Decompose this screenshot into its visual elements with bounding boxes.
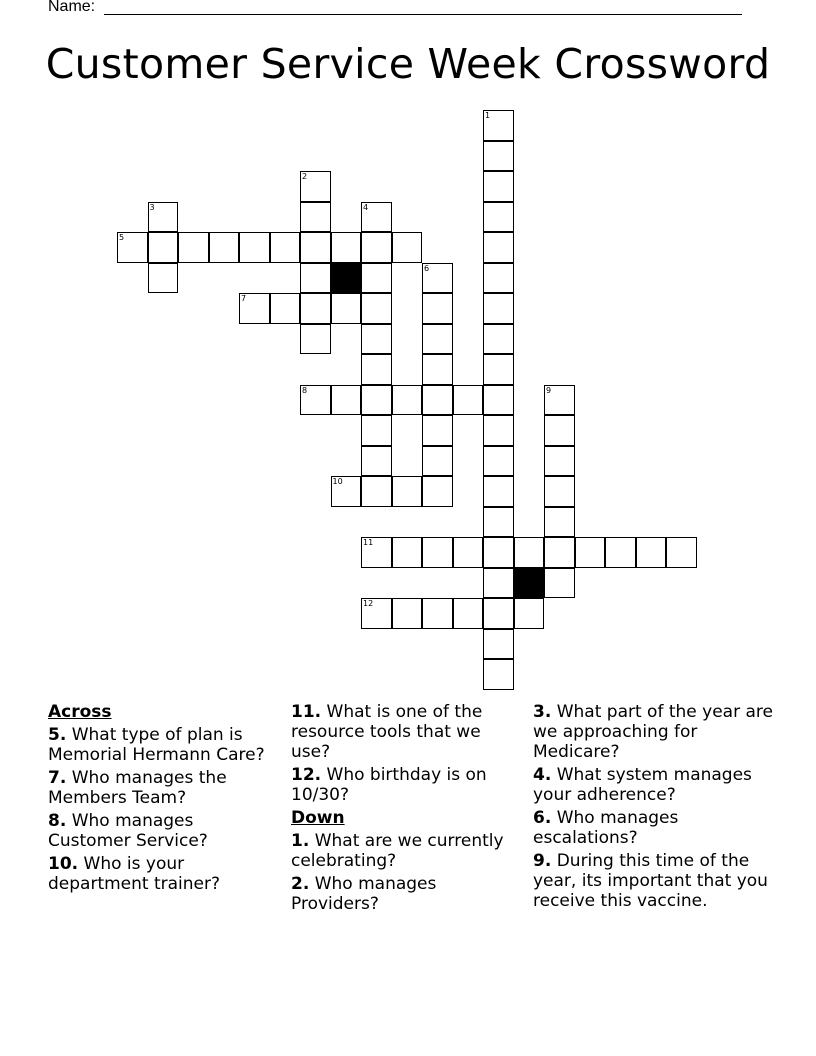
grid-cell[interactable] <box>483 659 514 690</box>
grid-cell[interactable] <box>483 293 514 324</box>
grid-cell[interactable] <box>178 232 209 263</box>
clue-text: Who manages Customer Service? <box>48 811 208 851</box>
grid-cell[interactable] <box>270 232 301 263</box>
clue-across-7 <box>48 768 280 808</box>
cell-number: 11 <box>363 538 374 547</box>
clue-text: Who birthday is on 10/30? <box>291 765 487 805</box>
clue-across-12 <box>291 765 521 805</box>
page-title: Customer Service Week Crossword <box>45 40 771 88</box>
grid-cell[interactable] <box>453 537 484 568</box>
grid-cell[interactable] <box>422 537 453 568</box>
grid-cell[interactable] <box>422 354 453 385</box>
cell-number: 3 <box>149 202 155 212</box>
grid-cell[interactable] <box>300 263 331 294</box>
clue-text: What type of plan is Memorial Hermann Care? <box>48 725 265 765</box>
clue-number: 7. <box>48 768 67 788</box>
cell-number: 2 <box>302 172 308 181</box>
grid-block <box>514 568 545 599</box>
grid-cell[interactable] <box>544 568 575 599</box>
clue-text: Who manages the Members Team? <box>48 768 227 808</box>
grid-cell[interactable] <box>361 476 392 507</box>
grid-cell[interactable] <box>514 598 545 629</box>
grid-cell[interactable] <box>422 598 453 629</box>
grid-cell[interactable] <box>361 232 392 263</box>
grid-cell[interactable] <box>270 293 301 324</box>
grid-cell[interactable] <box>483 141 514 172</box>
across-heading: Across <box>48 702 112 722</box>
grid-cell[interactable] <box>331 293 362 324</box>
grid-cell[interactable] <box>148 263 179 294</box>
clue-number: 12. <box>291 765 322 785</box>
clue-column-3 <box>533 702 773 914</box>
grid-cell[interactable] <box>483 354 514 385</box>
grid-cell[interactable] <box>300 293 331 324</box>
grid-cell[interactable] <box>392 385 423 416</box>
grid-cell[interactable] <box>422 476 453 507</box>
grid-cell[interactable] <box>331 232 362 263</box>
grid-cell[interactable] <box>544 415 575 446</box>
grid-cell[interactable] <box>300 202 331 233</box>
cell-number: 4 <box>363 202 369 212</box>
clue-number: 11. <box>291 702 322 722</box>
clue-down-2 <box>291 874 521 914</box>
grid-cell[interactable] <box>422 415 453 446</box>
grid-cell[interactable] <box>575 537 606 568</box>
grid-cell[interactable] <box>361 537 392 568</box>
clue-number: 5. <box>48 725 67 745</box>
grid-cell[interactable] <box>453 598 484 629</box>
clue-across-11 <box>291 702 521 762</box>
grid-cell[interactable] <box>392 537 423 568</box>
clue-number: 10. <box>48 854 79 874</box>
cell-number: 10 <box>332 477 343 486</box>
grid-cell[interactable] <box>331 385 362 416</box>
clue-text: Who is your department trainer? <box>48 854 221 894</box>
grid-cell[interactable] <box>483 415 514 446</box>
clue-across-8 <box>48 811 280 851</box>
clue-text: What system manages your adherence? <box>533 765 752 805</box>
grid-cell[interactable] <box>422 385 453 416</box>
grid-cell[interactable] <box>544 385 575 416</box>
grid-cell[interactable] <box>605 537 636 568</box>
cell-number: 8 <box>302 385 308 395</box>
name-label: Name: <box>48 0 96 15</box>
grid-cell[interactable] <box>483 385 514 416</box>
grid-cell[interactable] <box>392 598 423 629</box>
grid-cell[interactable] <box>483 232 514 263</box>
grid-cell[interactable] <box>544 476 575 507</box>
grid-cell[interactable] <box>422 324 453 355</box>
grid-cell[interactable] <box>361 324 392 355</box>
cell-number: 6 <box>424 263 430 273</box>
clue-down-4 <box>533 765 773 805</box>
clue-text: What is one of the resource tools that we use? <box>291 702 483 762</box>
cell-number: 7 <box>241 294 247 303</box>
down-heading: Down <box>291 808 345 828</box>
grid-cell[interactable] <box>483 202 514 233</box>
grid-cell[interactable] <box>483 537 514 568</box>
grid-cell[interactable] <box>392 476 423 507</box>
grid-cell[interactable] <box>483 598 514 629</box>
cell-number: 9 <box>546 385 552 395</box>
grid-cell[interactable] <box>483 446 514 477</box>
grid-cell[interactable] <box>636 537 667 568</box>
grid-cell[interactable] <box>483 324 514 355</box>
grid-cell[interactable] <box>331 476 362 507</box>
grid-cell[interactable] <box>392 232 423 263</box>
clue-down-9 <box>533 851 773 911</box>
clue-number: 9. <box>533 851 552 871</box>
clue-number: 3. <box>533 702 552 722</box>
cell-number: 1 <box>485 111 491 120</box>
grid-cell[interactable] <box>361 446 392 477</box>
grid-cell[interactable] <box>453 385 484 416</box>
grid-cell[interactable] <box>239 293 270 324</box>
grid-cell[interactable] <box>361 385 392 416</box>
grid-cell[interactable] <box>544 507 575 538</box>
clue-number: 4. <box>533 765 552 785</box>
clue-number: 8. <box>48 811 67 831</box>
grid-cell[interactable] <box>483 171 514 202</box>
grid-cell[interactable] <box>666 537 697 568</box>
clue-text: Who manages escalations? <box>533 808 679 848</box>
cell-number: 12 <box>363 599 374 608</box>
grid-cell[interactable] <box>544 537 575 568</box>
grid-cell[interactable] <box>422 293 453 324</box>
grid-cell[interactable] <box>148 202 179 233</box>
clue-number: 6. <box>533 808 552 828</box>
clue-text: Who manages Providers? <box>291 874 437 914</box>
grid-cell[interactable] <box>300 385 331 416</box>
grid-cell[interactable] <box>361 293 392 324</box>
grid-cell[interactable] <box>361 202 392 233</box>
clue-column-1 <box>48 702 280 897</box>
grid-cell[interactable] <box>361 415 392 446</box>
grid-cell[interactable] <box>544 446 575 477</box>
clue-down-1 <box>291 831 521 871</box>
clue-down-3 <box>533 702 773 762</box>
grid-cell[interactable] <box>239 232 270 263</box>
clue-number: 2. <box>291 874 310 894</box>
grid-cell[interactable] <box>300 171 331 202</box>
grid-cell[interactable] <box>483 263 514 294</box>
grid-block <box>331 263 362 294</box>
grid-cell[interactable] <box>483 507 514 538</box>
clue-number: 1. <box>291 831 310 851</box>
grid-cell[interactable] <box>483 476 514 507</box>
grid-cell[interactable] <box>361 598 392 629</box>
clue-across-5 <box>48 725 280 765</box>
grid-cell[interactable] <box>300 232 331 263</box>
grid-cell[interactable] <box>483 110 514 141</box>
grid-cell[interactable] <box>514 537 545 568</box>
grid-cell[interactable] <box>483 629 514 660</box>
grid-cell[interactable] <box>300 324 331 355</box>
clue-column-2 <box>291 702 521 917</box>
clue-text: During this time of the year, its important that you receive this vaccine. <box>533 851 768 911</box>
grid-cell[interactable] <box>209 232 240 263</box>
grid-cell[interactable] <box>422 446 453 477</box>
clue-text: What are we currently celebrating? <box>291 831 504 871</box>
grid-cell[interactable] <box>361 263 392 294</box>
clue-across-10 <box>48 854 280 894</box>
grid-cell[interactable] <box>148 232 179 263</box>
clue-down-6 <box>533 808 773 848</box>
grid-cell[interactable] <box>117 232 148 263</box>
grid-cell[interactable] <box>483 568 514 599</box>
clue-text: What part of the year are we approaching for Medicare? <box>533 702 773 762</box>
cell-number: 5 <box>119 233 125 242</box>
grid-cell[interactable] <box>361 354 392 385</box>
grid-cell[interactable] <box>422 263 453 294</box>
